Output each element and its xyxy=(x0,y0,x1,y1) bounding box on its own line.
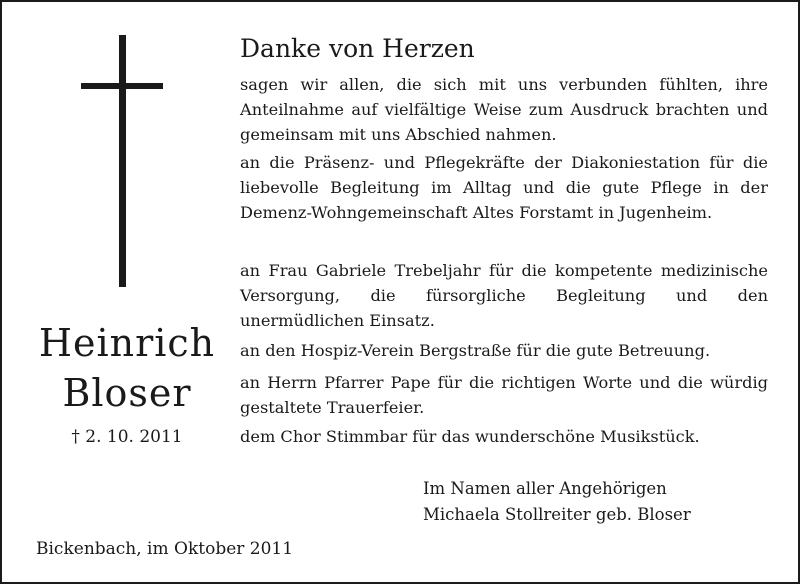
signature-line-2: Michaela Stollreiter geb. Bloser xyxy=(423,505,691,524)
deceased-last-name: Bloser xyxy=(62,371,192,415)
cross-icon-bar xyxy=(81,83,163,89)
cross-icon xyxy=(119,35,126,287)
death-date: † 2. 10. 2011 xyxy=(71,427,183,447)
deceased-first-name: Heinrich xyxy=(38,321,216,365)
thanks-paragraph: dem Chor Stimmbar für das wunderschöne Musikstück. xyxy=(240,427,700,446)
signature-line-1: Im Namen aller Angehörigen xyxy=(423,479,667,498)
thanks-heading: Danke von Herzen xyxy=(240,34,475,63)
signature-block xyxy=(423,476,691,528)
thanks-paragraph: an Herrn Pfarrer Pape für die richtigen Worte und die würdig gestaltete Trauerfeier. xyxy=(240,373,768,417)
thanks-paragraph: sagen wir allen, die sich mit uns verbunden fühlten, ihre Anteilnahme auf vielfältige Weise zum Ausdruck brachten und gemeinsam mit uns Abschied nahmen. xyxy=(240,75,768,144)
place-and-date: Bickenbach, im Oktober 2011 xyxy=(36,539,294,559)
thanks-paragraph: an Frau Gabriele Trebeljahr für die kompetente medizinische Versorgung, die fürsorgliche Begleitung und den unermüdlichen Einsatz. xyxy=(240,261,768,330)
thanks-paragraph: an die Präsenz- und Pflegekräfte der Diakoniestation für die liebevolle Begleitung im Alltag und die gute Pflege in der Demenz-Wohngemeinschaft Altes Forstamt in Jugenheim. xyxy=(240,153,768,222)
thanks-paragraph: an den Hospiz-Verein Bergstraße für die gute Betreuung. xyxy=(240,341,711,360)
